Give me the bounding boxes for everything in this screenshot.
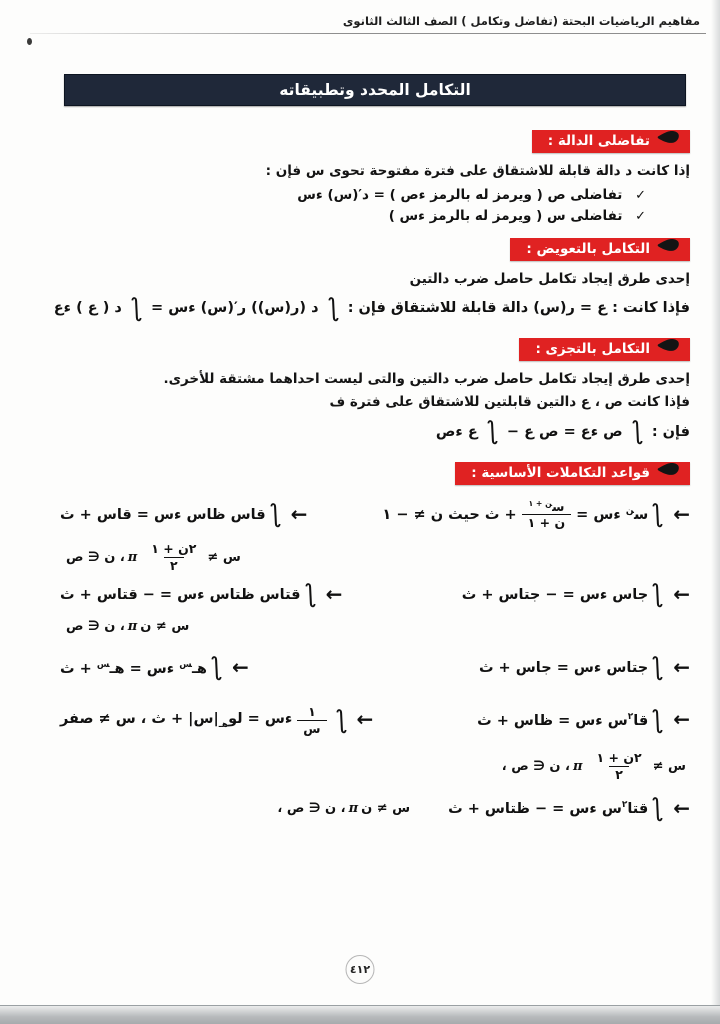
fraction-numerator: ٢ن + ١ [596,750,642,766]
condition-pre: س ≠ [652,759,686,775]
fraction-denominator: ٢ [609,766,629,783]
subst-intro: إحدى طرق إيجاد تكامل حاصل ضرب دالتين [409,270,690,287]
integral-sign: ∫ [209,652,224,682]
condition-post: ، ن ∈ ص ، [501,759,570,775]
rules-row-2 [60,579,690,609]
scan-edge-bottom [0,1005,720,1024]
parts-intro-1: إحدى طرق إيجاد تكامل حاصل ضرب دالتين والتى ليست احداهما مشتقة للأخرى. [163,370,690,387]
rule-exp-exponent: س [179,659,192,670]
section-badge-label: تفاضلى الدالة : [547,133,650,149]
section-badge-label: التكامل بالتجزى : [535,340,650,357]
rule-power-tail: + ث حيث ن ≠ − ١ [382,506,517,523]
rule-sec-tan [60,499,308,529]
rule-arrow-icon: ← [673,707,690,732]
fraction-numerator: ١ [308,704,316,720]
integral-sign: ∫ [129,292,143,322]
rules-row-4 [60,704,690,736]
parts-formula [60,417,690,448]
pointing-hand-icon [657,130,680,144]
fraction-numerator: ٢ن + ١ [151,540,197,556]
section-badge-row [60,238,690,261]
diff-item-1-text: تفاضلى ص ( ويرمز له بالرمز ءص ) = د′(س) ءس [297,186,623,203]
rule-arrow-icon: ← [673,582,690,607]
section-badge-row [60,130,690,153]
rule-reciprocal [60,704,373,736]
rule-exp-mid: ءس = [124,660,180,677]
rule-sin-body: جاس ءس = − جتاس + ث [461,587,649,604]
parts-formula-prefix: فإن : [651,423,690,440]
page-number: ٤١٢ [349,963,371,976]
rule-power-base: س [633,507,649,524]
section-badge-label: التكامل بالتعويض : [526,240,650,257]
integral-sign: ∫ [651,792,665,822]
rule-arrow-icon: ← [673,655,690,680]
rule-exp-base2: هـ [109,660,125,677]
rule-csc-cot-body: قتاس ظتاس ءس = − قتاس + ث [60,587,301,604]
rule-ln-tail: |س| + ث ، س ≠ صفر [60,710,219,727]
rule-exponential [60,652,249,682]
integral-sign: ∫ [651,499,665,529]
condition-post: ، ن ∈ ص [66,549,125,565]
header-divider [30,33,706,34]
check-icon: ✓ [635,187,646,203]
rule-sec2-base: قا [633,712,649,729]
parts-intro-2: فإذا كانت ص ، ع دالتين قابلتين للاشتقاق على فترة ف [329,394,690,411]
pointing-hand-icon [657,238,680,252]
diff-item-2-text: تفاضلى س ( ويرمز له بالرمز ءس ) [388,207,623,224]
rule-sin [461,579,690,609]
page-header [0,0,720,28]
pi-symbol: π [348,801,359,817]
frac-num-exponent: ن + ١ [528,498,553,508]
rule-csc-squared-condition [277,801,410,816]
pi-symbol: π [127,619,138,635]
condition-post: ، ن ∈ ص ، [277,801,346,817]
rule-exp-tail: + ث [60,660,97,677]
rule-exp-exponent2: س [96,659,110,670]
page-content [0,130,720,821]
condition-pre: س ≠ ن [361,801,411,817]
chapter-title: التكامل المحدد وتطبيقاته [279,81,471,99]
rule-ln-base-sub: هـ [218,719,229,730]
page-header-text: مفاهيم الرياضيات البحتة (تفاضل وتكامل ) الصف الثالث الثانوى [342,14,700,28]
section-badge-row [60,462,690,485]
pointing-hand-icon [657,462,680,476]
check-icon: ✓ [635,208,646,224]
fraction-numerator [522,499,570,515]
rule-arrow-icon: ← [232,655,249,680]
rule-csc-squared [448,792,690,822]
parts-formula-lhs: ص ءع = ص ع − [506,423,623,440]
fraction [297,704,326,736]
rule-ln-mid: ءس = لو [228,710,293,727]
rule-sec2-exponent: ٢ [627,711,634,722]
rule-sec-tan-body: قاس ظاس ءس = قاس + ث [60,506,266,523]
scan-edge-right [711,0,720,1024]
integral-sign: ∫ [303,579,317,609]
integral-sign: ∫ [651,704,665,734]
pi-symbol: π [572,759,583,775]
section-badge-basic-rules [455,462,690,485]
chapter-title-bar [64,74,686,106]
rule-cos-body: جتاس ءس = جاس + ث [478,660,649,677]
rule-sec2-tail: س ءس = ظاس + ث [477,712,628,729]
section-badge-label: قواعد التكاملات الأساسية : [471,464,650,481]
page-number-badge [346,955,375,984]
subst-formula-lhs: د (ر(س)) ر′(س) ءس = [151,300,319,317]
subst-formula [53,292,690,324]
subst-formula-prefix: فإذا كانت : ع = ر(س) دالة قابلة للاشتقاق فإن : [347,300,690,317]
rule-csc2-exponent: ٢ [621,800,628,811]
section-badge-by-parts [519,338,690,361]
rule-csc2-tail: س ءس = − ظتاس + ث [448,801,622,818]
rules-row-1 [60,499,690,531]
rule-sec-tan-condition [60,541,690,573]
rule-sec-squared [477,704,690,734]
rule-arrow-icon: ← [356,707,374,732]
pi-symbol: π [127,549,138,565]
section-badge-differentials [532,130,690,153]
rule-csc-cot [60,579,343,609]
section-badge-substitution [510,238,690,261]
fraction-denominator: ٢ [164,557,184,574]
fraction [522,499,572,531]
rule-arrow-icon: ← [673,501,690,526]
rule-power [382,499,690,531]
rules-row-3 [60,652,690,682]
section-badge-row [60,338,690,361]
fraction-denominator: س [297,720,326,737]
condition-pre: س ≠ ن [140,619,190,635]
integral-sign: ∫ [268,499,282,529]
rule-arrow-icon: ← [290,501,308,526]
rule-arrow-icon: ← [325,582,343,607]
diff-item-2 [60,208,690,224]
frac-num-base: س [552,498,565,514]
rule-cos [478,652,690,682]
condition-post: ، ن ∈ ص [66,619,125,635]
rule-exp-base: هـ [191,660,207,677]
integral-sign: ∫ [485,416,499,446]
fraction [145,541,202,573]
rule-arrow-icon: ← [673,795,690,820]
integral-sign: ∫ [651,652,665,682]
integral-sign: ∫ [630,416,644,446]
rules-row-5 [60,792,690,822]
integral-sign: ∫ [651,579,665,609]
condition-pre: س ≠ [207,549,241,565]
integral-sign: ∫ [334,704,348,734]
fraction [591,750,648,782]
subst-formula-rhs: د ( ع ) ءع [53,300,122,317]
scan-speck [27,38,32,45]
rule-power-mid: ءس = [576,507,626,524]
diff-item-1 [60,187,690,203]
rule-sec-squared-condition [60,750,690,782]
parts-formula-rhs: ع ءص [435,423,478,440]
diff-intro: إذا كانت د دالة قابلة للاشتقاق على فترة مفتوحة تحوى س فإن : [265,163,690,179]
rule-csc2-base: قتا [627,801,649,818]
fraction-denominator: ن + ١ [522,514,572,531]
integral-sign: ∫ [326,292,340,322]
rule-csc-cot-condition [60,619,690,634]
pointing-hand-icon [657,338,680,352]
rule-power-exponent: ن [625,506,634,517]
